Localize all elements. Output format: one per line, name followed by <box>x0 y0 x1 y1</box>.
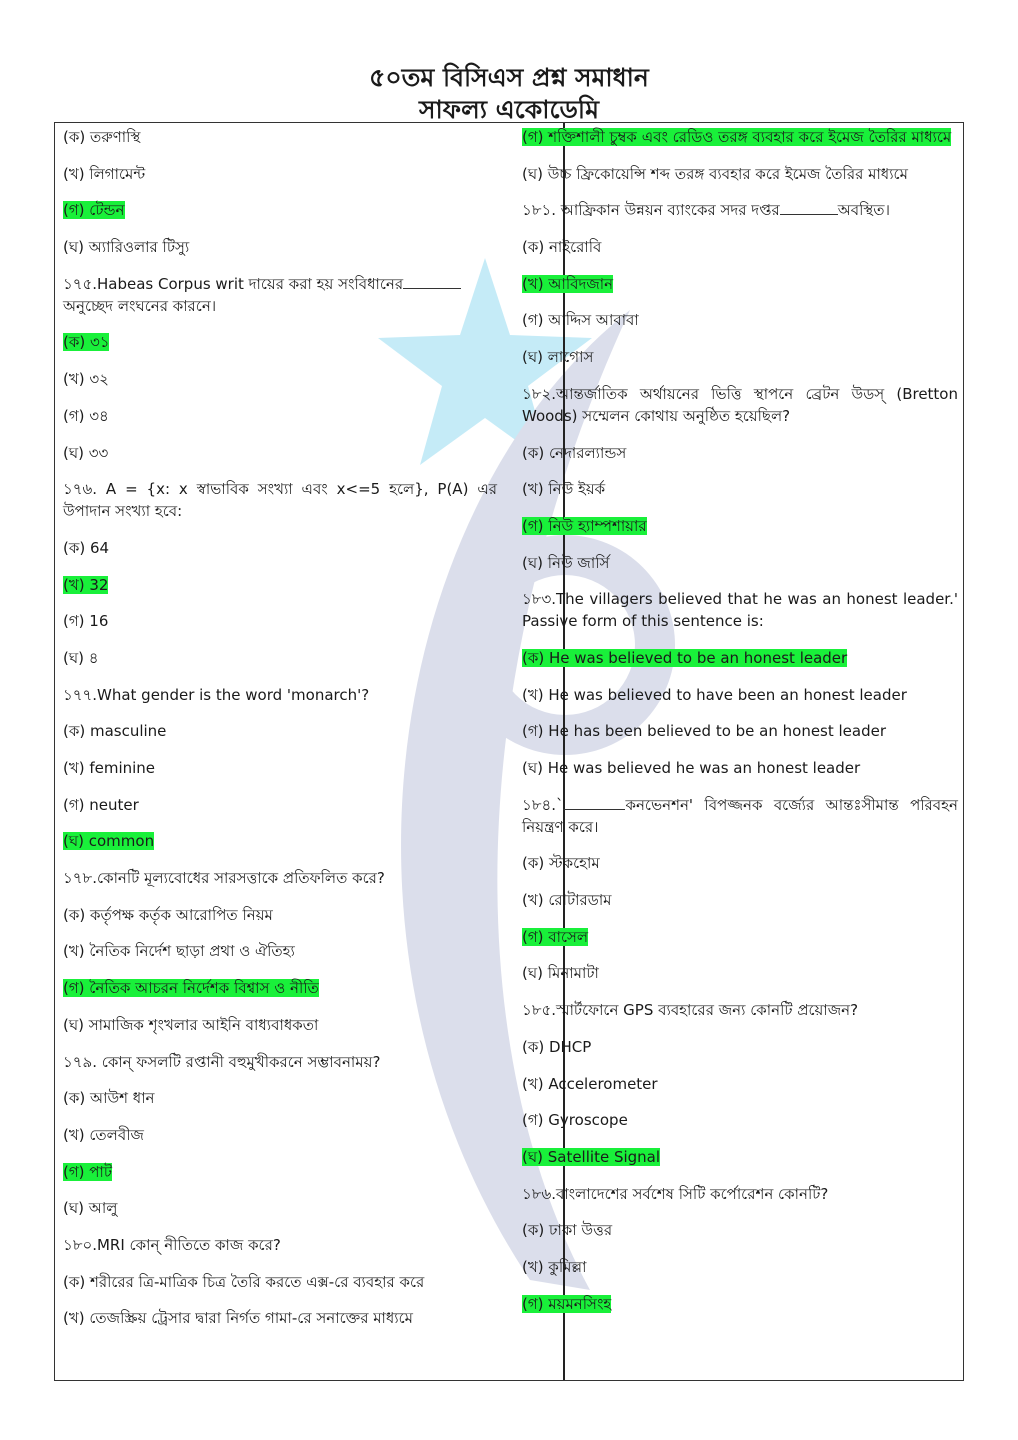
left-column <box>63 123 497 1344</box>
option: (ক) ঢাকা উত্তর <box>522 1221 613 1240</box>
option: (ক) স্টকহোম <box>522 854 600 873</box>
correct-option: (গ) নিউ হ্যাম্পশায়ার <box>522 516 647 535</box>
option: (খ) Accelerometer <box>522 1074 658 1093</box>
page-title: ৫০তম বিসিএস প্রশ্ন সমাধান <box>369 63 649 92</box>
option: (ঘ) সামাজিক শৃংখলার আইনি বাধ্যবাধকতা <box>63 1015 319 1034</box>
option: (গ) Gyroscope <box>522 1111 628 1130</box>
option: (ঘ) অ্যারিওলার টিস্যু <box>63 238 190 257</box>
question-185: ১৮৫.স্মার্টফোনে GPS ব্যবহারের জন্য কোনটি প্রয়োজন? <box>522 1001 859 1020</box>
option: (গ) 16 <box>63 612 109 631</box>
question-184: ১৮৪.` কনভেনশন' বিপজ্জনক বর্জ্যের আন্তঃসীমান্ত পরিবহন নিয়ন্ত্রণ করে। <box>522 795 958 836</box>
option: (খ) কুমিল্লা <box>522 1257 587 1276</box>
option: (খ) feminine <box>63 759 156 777</box>
page-subtitle: সাফল্য একোডেমি <box>419 95 599 124</box>
correct-option: (ক) ৩১ <box>63 333 110 352</box>
option: (খ) রোটারডাম <box>522 891 612 910</box>
question-181: ১৮১. আফ্রিকান উন্নয়ন ব্যাংকের সদর দপ্তর অবস্থিত। <box>522 201 890 220</box>
correct-option: (গ) নৈতিক আচরন নির্দেশক বিশ্বাস ও নীতি <box>63 979 319 998</box>
option: (খ) নৈতিক নির্দেশ ছাড়া প্রথা ও ঐতিহ্য <box>63 942 295 961</box>
option: (ক) কর্তৃপক্ষ কর্তৃক আরোপিত নিয়ম <box>63 905 273 924</box>
question-182: ১৮২.আন্তর্জাতিক অর্থায়নের ভিত্তি স্থাপনে ব্রেটন উডস্ (Bretton Woods) সম্মেলন কোথায় অনুষ্ঠিত হয়েছিল? <box>522 384 958 425</box>
option: (ক) DHCP <box>522 1037 592 1056</box>
option: (ঘ) নিউ জার্সি <box>522 553 610 572</box>
correct-option: (গ) টেন্ডন <box>63 201 125 220</box>
answer-blank <box>403 274 461 289</box>
option: (গ) neuter <box>63 795 139 814</box>
option: (ঘ) মিনামাটা <box>522 964 599 983</box>
correct-option: (খ) আবিদজান <box>522 274 614 293</box>
option: (খ) তেলবীজ <box>63 1125 144 1144</box>
option: (ঘ) ৪ <box>63 648 99 667</box>
option: (গ) He has been believed to be an honest leader <box>522 722 887 741</box>
answer-blank <box>780 200 838 215</box>
answer-blank <box>563 795 625 810</box>
option: (খ) He was believed to have been an honest leader <box>522 685 907 704</box>
correct-option: (খ) 32 <box>63 575 109 594</box>
question-179: ১৭৯. কোন্ ফসলটি রপ্তানী বহুমুখীকরনে সম্ভাবনাময়? <box>63 1052 381 1071</box>
option: (ঘ) He was believed he was an honest leader <box>522 759 861 777</box>
question-178: ১৭৮.কোনটি মূল্যবোধের সারসত্তাকে প্রতিফলিত করে? <box>63 869 385 888</box>
question-177: ১৭৭.What gender is the word 'monarch'? <box>63 685 370 704</box>
correct-option: (গ) বাসেল <box>522 927 589 946</box>
correct-option: (ঘ) Satellite Signal <box>522 1147 661 1166</box>
option: (ক) শরীরের ত্রি-মাত্রিক চিত্র তৈরি করতে এক্স-রে ব্যবহার করে <box>63 1272 425 1291</box>
option: (খ) ৩২ <box>63 370 109 389</box>
correct-option: (গ) পাট <box>63 1162 113 1181</box>
question-183: ১৮৩.The villagers believed that he was an honest leader.' Passive form of this sentence is: <box>522 590 958 631</box>
option: (ক) তরুণাস্থি <box>63 128 141 146</box>
option: (ক) 64 <box>63 538 110 557</box>
option: (ক) আউশ ধান <box>63 1089 155 1108</box>
option: (ক) নেদারল্যান্ডস <box>522 443 627 462</box>
option: (ঘ) আলু <box>63 1199 118 1218</box>
option: (ক) masculine <box>63 722 167 741</box>
option: (খ) নিউ ইয়র্ক <box>522 480 606 499</box>
option: (ঘ) ৩৩ <box>63 443 109 462</box>
option: (খ) তেজস্ক্রিয় ট্রেসার দ্বারা নির্গত গামা-রে সনাক্তের মাধ্যমে <box>63 1309 414 1328</box>
right-column <box>522 123 958 1329</box>
option: (খ) লিগামেন্ট <box>63 164 146 183</box>
option: (গ) আদ্দিস আবাবা <box>522 311 639 330</box>
correct-option: (গ) শক্তিশালী চুম্বক এবং রেডিও তরঙ্গ ব্যবহার করে ইমেজ তৈরির মাধ্যমে <box>522 128 952 146</box>
option: (ঘ) উচ্চ ফ্রিকোয়েন্সি শব্দ তরঙ্গ ব্যবহার করে ইমেজ তৈরির মাধ্যমে <box>522 164 908 183</box>
correct-option: (গ) ময়মনসিংহ <box>522 1294 612 1313</box>
correct-option: (ক) He was believed to be an honest leader <box>522 648 848 667</box>
question-175: ১৭৫.Habeas Corpus writ দায়ের করা হয় সংবিধানের অনুচ্ছেদ লংঘনের কারনে। <box>63 273 497 317</box>
option: (ঘ) লাগোস <box>522 348 594 367</box>
correct-option: (ঘ) common <box>63 832 155 851</box>
question-176: ১৭৬. A = {x: x স্বাভাবিক সংখ্যা এবং x<=5 হলে}, P(A) এর উপাদান সংখ্যা হবে: <box>63 480 497 521</box>
document-header <box>0 62 1018 126</box>
question-180: ১৮০.MRI কোন্ নীতিতে কাজ করে? <box>63 1235 281 1254</box>
question-186: ১৮৬.বাংলাদেশের সর্বশেষ সিটি কর্পোরেশন কোনটি? <box>522 1184 829 1203</box>
question-table <box>54 122 964 1381</box>
option: (ক) নাইরোবি <box>522 238 602 257</box>
option: (গ) ৩৪ <box>63 406 109 425</box>
